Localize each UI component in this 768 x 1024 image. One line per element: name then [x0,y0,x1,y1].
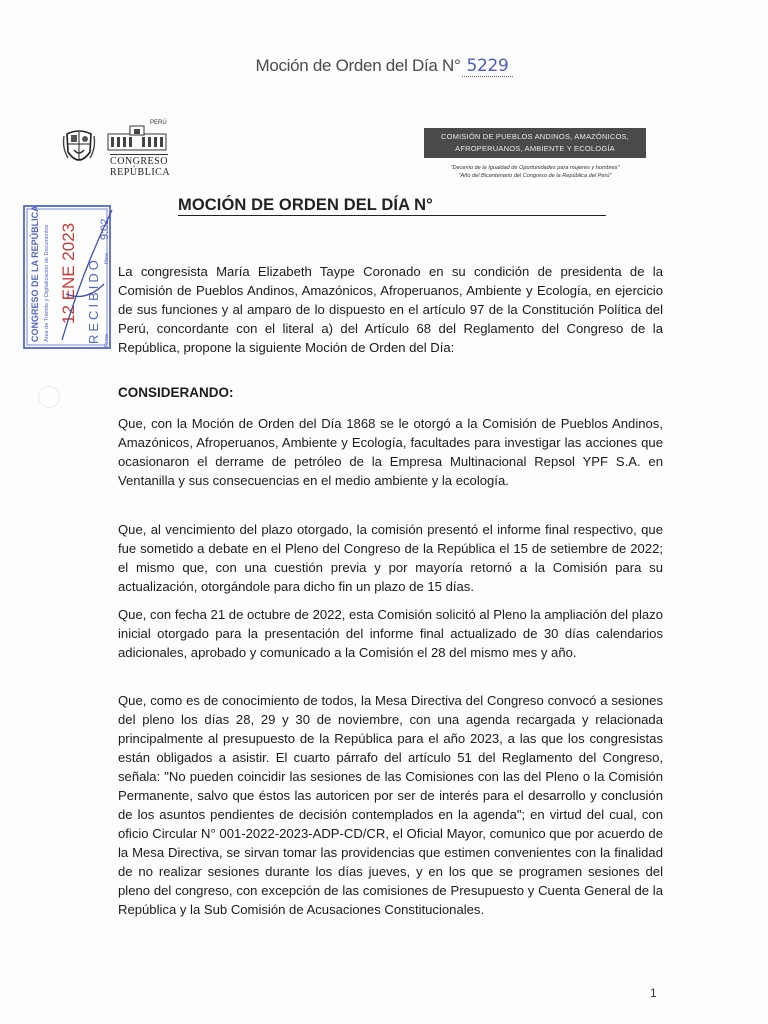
paragraph-text: Que, al vencimiento del plazo otorgado, la comisión presentó el informe final respectivo, que fue sometido a debate en el Pleno del Congreso de la República el 15 de setiembre de 2022; el mismo que, con una cuestión previa y por mayoría retornó a la Comisión para su actualización, otorgándole para dicho fin un plazo de 15 días. [118,522,663,594]
paragraph-3 [118,605,663,662]
commission-line2: AFROPERUANOS, AMBIENTE Y ECOLOGÍA [455,144,615,153]
stamp-hora: Hora [104,253,110,264]
page-number: 1 [650,986,657,1000]
decenio-text: "Decenio de la Igualdad de Oportunidades para mujeres y hombres" [450,165,620,171]
document-title: MOCIÓN DE ORDEN DEL DÍA N° [178,196,606,216]
congress-building-icon [106,124,168,152]
paragraph-text: Que, con fecha 21 de octubre de 2022, esta Comisión solicitó al Pleno la ampliación del plazo inicial otorgado para la presentación del informe final actualizado de 30 días calendarios adicionales, aprobado y comunicado a la Comisión el 28 del mismo mes y año. [118,607,663,660]
header-title: Moción de Orden del Día N° [255,56,461,75]
commission-line1: COMISIÓN DE PUEBLOS ANDINOS, AMAZÓNICOS, [440,132,630,141]
coat-of-arms-icon [62,128,96,170]
stamp-recibido: RECIBIDO [86,257,101,344]
institution-logos [62,120,192,180]
congreso-line1: CONGRESO [110,156,168,167]
paragraph-text: Que, con la Moción de Orden del Día 1868 se le otorgó a la Comisión de Pueblos Andinos, Amazónicos, Afroperuanos, Ambiente y Ecología, facultades para investigar las acciones que ocasionaron el derrame de petróleo de la Empresa Multinacional Repsol YPF S.A. en Ventanilla y sus consecuencias en el medio ambiente y la ecología. [118,416,663,488]
intro-text: La congresista María Elizabeth Taype Coronado en su condición de presidenta de la Comisión de Pueblos Andinos, Amazónicos, Afroperuanos, Ambiente y Ecología, en ejercicio de sus funciones y al amparo de lo dispuesto en el artículo 97 de la Constitución Política del Perú, concordante con el literal a) del Artículo 68 del Reglamento del Congreso de la República, propone la siguiente Moción de Orden del Día: [118,264,663,355]
considerando-heading: CONSIDERANDO: [118,385,234,400]
congreso-line2: REPÚBLICA [110,167,171,178]
anio-text: "Año del Bicentenario del Congreso de la República del Perú" [458,173,612,179]
punch-hole-mark [38,386,60,408]
stamp-firma: Firma [104,334,110,347]
paragraph-2 [118,520,663,596]
stamp-line1: CONGRESO DE LA REPÚBLICA [30,205,40,342]
paragraph-1 [118,414,663,490]
handwritten-number: 5229 [462,56,512,77]
stamp-date: 12 ENE 2023 [59,222,78,324]
page-header [0,56,768,76]
congreso-logo-text [110,154,171,178]
stamp-time: 9:02 [99,218,111,240]
logo-country: PERÚ [150,120,167,126]
stamp-line2: Área de Trámite y Digitalización de Documentos [44,224,50,342]
paragraph-4 [118,691,663,919]
commission-banner [424,128,646,158]
reception-stamp [22,202,114,352]
official-year-names [420,164,650,180]
paragraph-text: Que, como es de conocimiento de todos, la Mesa Directiva del Congreso convocó a sesiones del pleno los días 28, 29 y 30 de noviembre, con una agenda recargada y relacionada principalmente al presupuesto de la República para el año 2023, a las que los congresistas están obligados a asistir. El cuarto párrafo del artículo 51 del Reglamento del Congreso, señala: "No pueden coincidir las sesiones de las Comisiones con las del Pleno o la Comisión Permanente, salvo que éstos las autoricen por ser de interés para el desarrollo y conclusión de los asuntos pendientes de decisión contemplados en la agenda"; en virtud del cual, con oficio Circular N° 001-2022-2023-ADP-CD/CR, el Oficial Mayor, comunico que por acuerdo de la Mesa Directiva, se sirvan tomar las providencias que estimen convenientes con la finalidad de no realizar sesiones durante los días jueves, y en los que se programen sesiones del pleno del congreso, con excepción de las comisiones de Presupuesto y Cuenta General de la República y la Sub Comisión de Acusaciones Constitucionales. [118,693,663,917]
intro-paragraph [118,262,663,357]
